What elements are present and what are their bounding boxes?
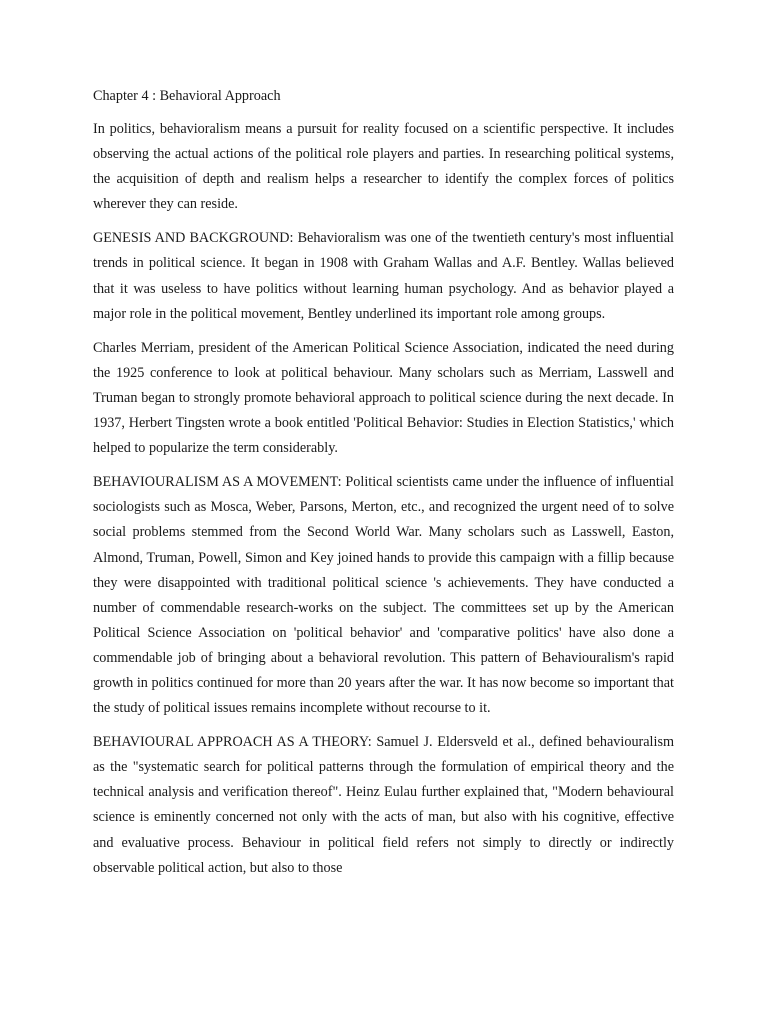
paragraph-behavioural-approach-as-a-theory: BEHAVIOURAL APPROACH AS A THEORY: Samuel J. Eldersveld et al., defined behaviouralism as the "systematic search for political patterns through the formulation of empirical theory and the technical analysis and verification thereof". Heinz Eulau further explained that, "Modern behavioural science is eminently concerned not only with the acts of man, but also with his cognitive, effective and evaluative process. Behaviour in political field refers not simply to directly or indirectly observable political action, but also to those — [93, 734, 674, 876]
paragraph-charles-merriam: Charles Merriam, president of the American Political Science Association, indicated the need during the 1925 conference to look at political behaviour. Many scholars such as Merriam, Lasswell and Truman began to strongly promote behavioral approach to political science during the next decade. In 1937, Herbert Tingsten wrote a book entitled 'Political Behavior: Studies in Election Statistics,' which helped to popularize the term considerably. — [93, 339, 674, 457]
paragraph-genesis-and-background: GENESIS AND BACKGROUND: Behavioralism was one of the twentieth century's most influential trends in political science. It began in 1908 with Graham Wallas and A.F. Bentley. Wallas believed that it was useless to have politics without learning human psychology. And as behavior played a major role in the political movement, Bentley underlined its important role among groups. — [93, 230, 674, 322]
paragraph-behaviouralism-as-a-movement: BEHAVIOURALISM AS A MOVEMENT: Political scientists came under the influence of influential sociologists such as Mosca, Weber, Parsons, Merton, etc., and recognized the urgent need of to solve social problems stemmed from the Second World War. Many scholars such as Lasswell, Easton, Almond, Truman, Powell, Simon and Key joined hands to provide this campaign with a fillip because they were disappointed with traditional political science 's achievements. They have conducted a number of commendable research-works on the subject. The committees set up by the American Political Science Association on 'political behavior' and 'comparative politics' have also done a commendable job of bringing about a behavioral revolution. This pattern of Behaviouralism's rapid growth in politics continued for more than 20 years after the war. It has now become so important that the study of political issues remains incomplete without recourse to it. — [93, 474, 674, 717]
paragraph-intro: In politics, behavioralism means a pursuit for reality focused on a scientific perspective. It includes observing the actual actions of the political role players and parties. In researching political systems, the acquisition of depth and realism helps a researcher to identify the complex forces of politics wherever they can reside. — [93, 121, 674, 213]
chapter-title: Chapter 4 : Behavioral Approach — [93, 88, 281, 104]
document-page — [93, 84, 674, 890]
